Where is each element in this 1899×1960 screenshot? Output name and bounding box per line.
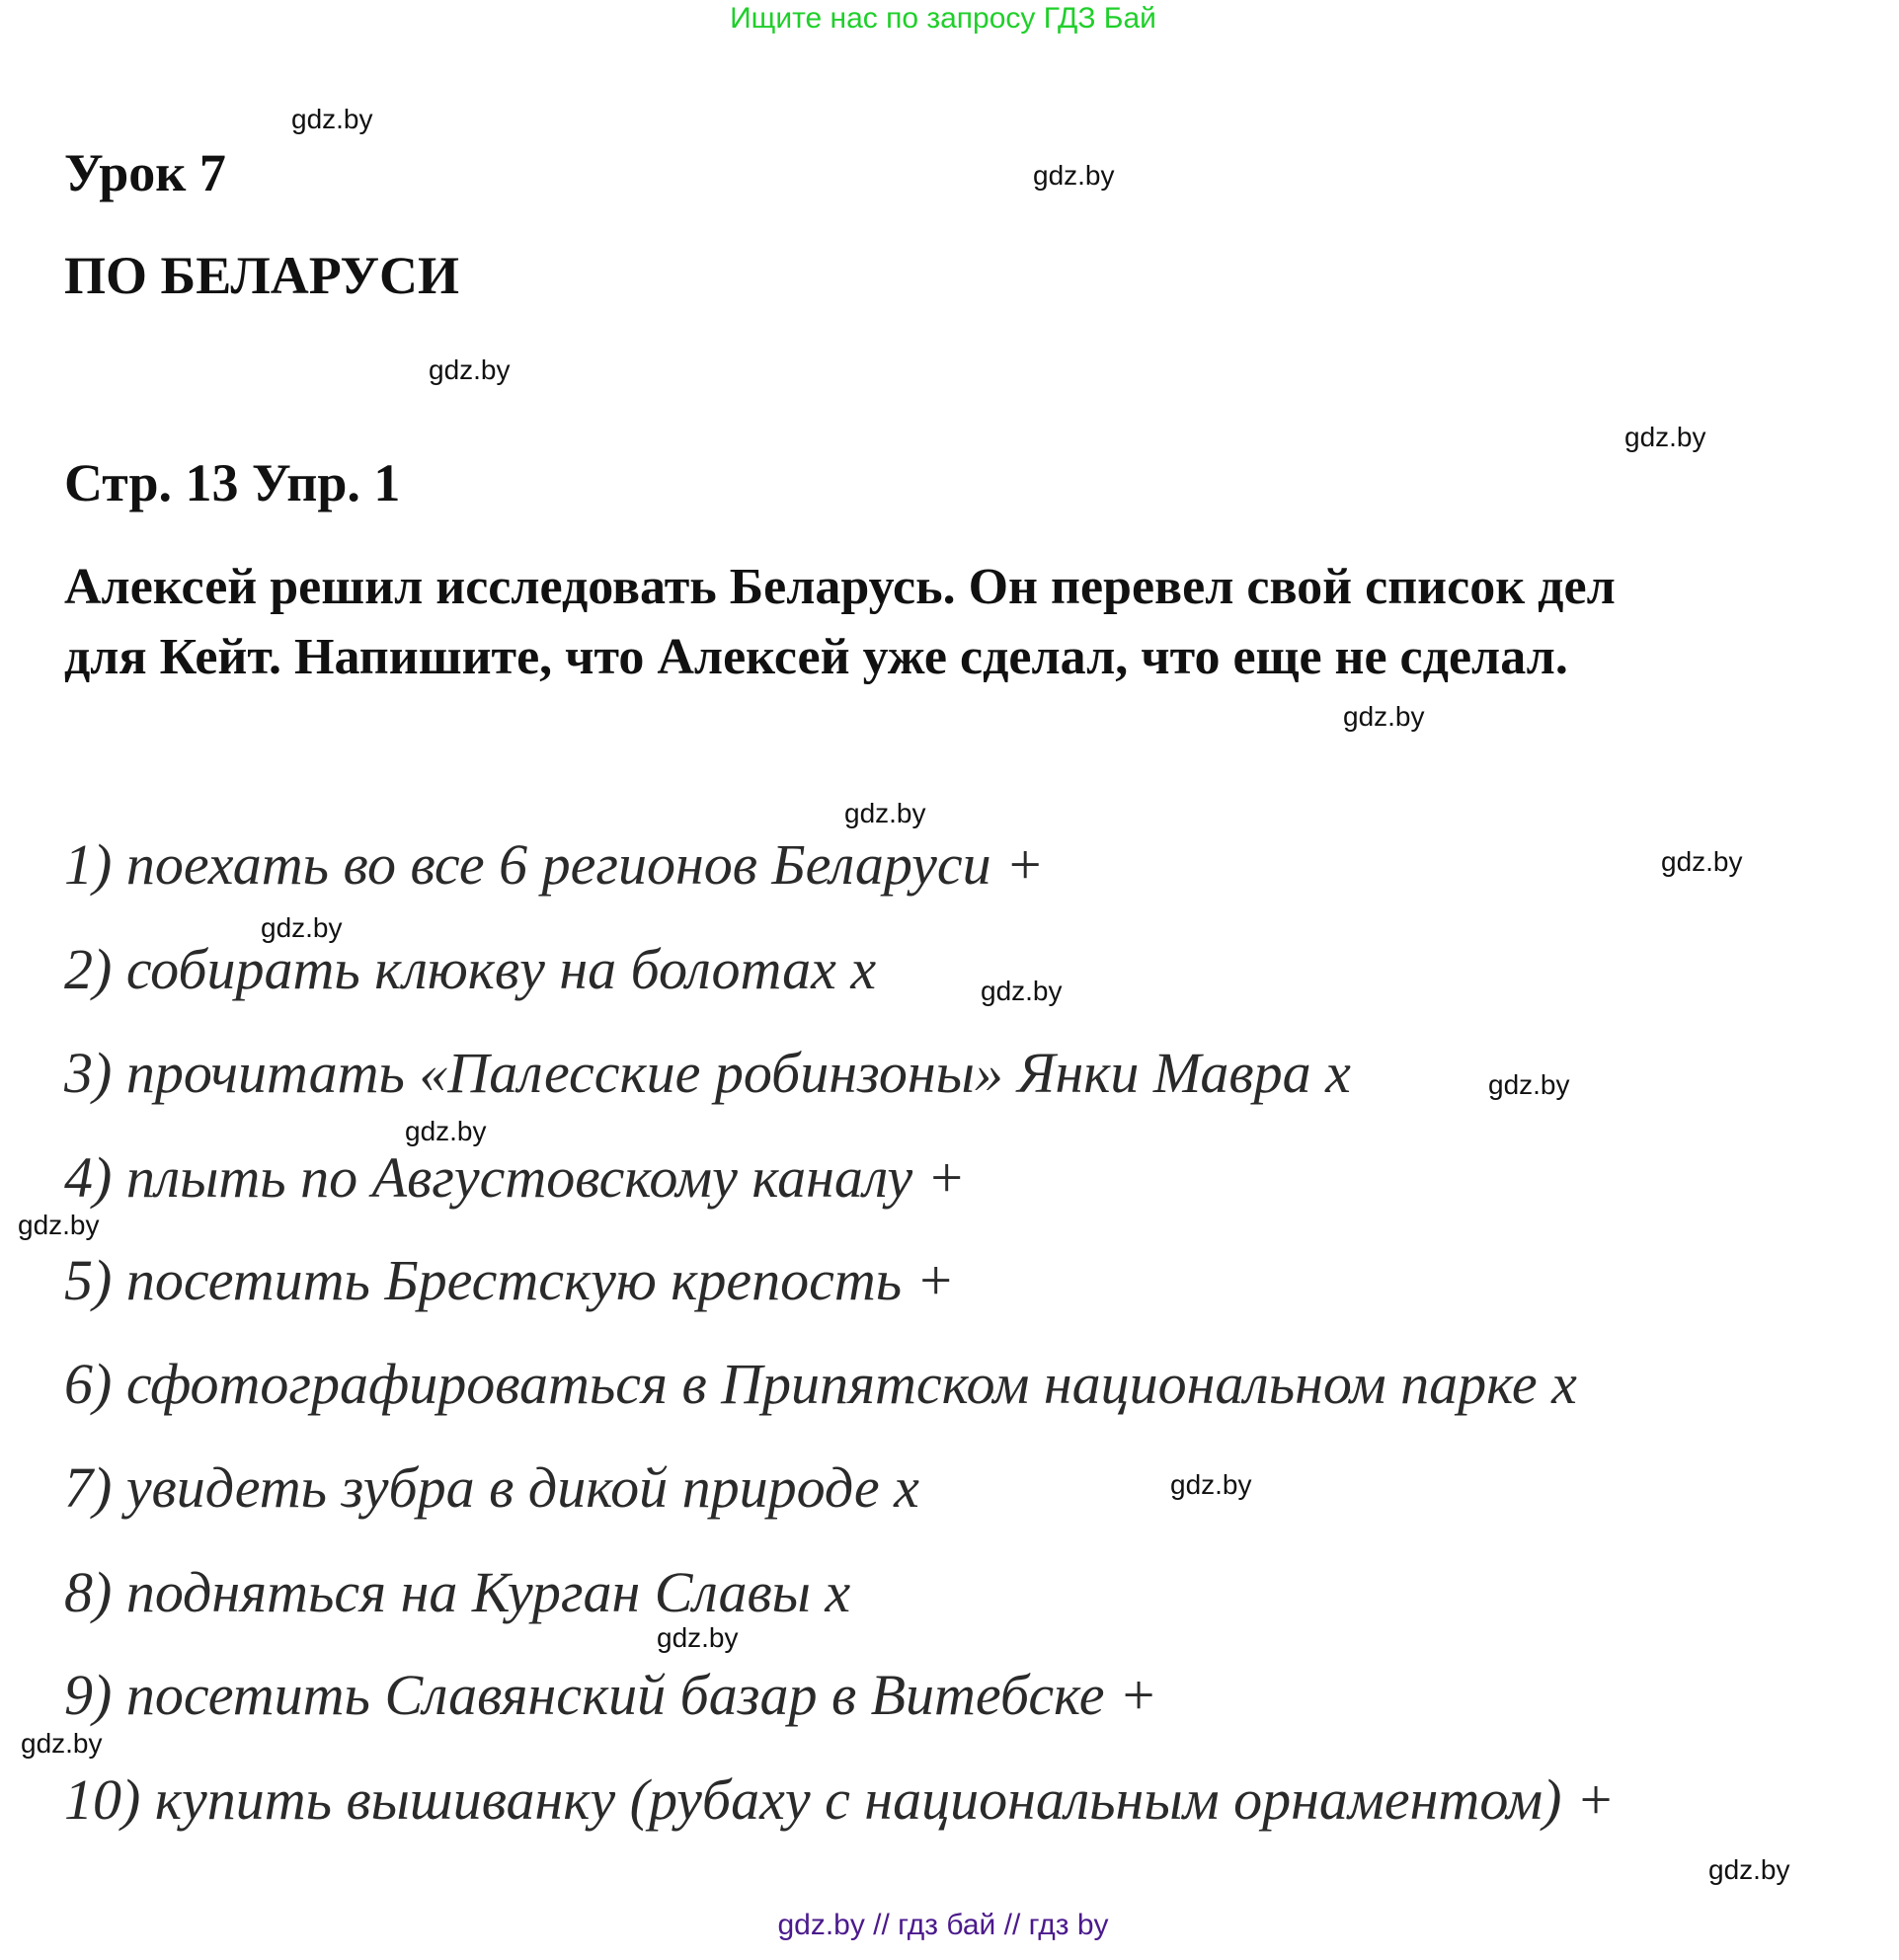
topic-title: ПО БЕЛАРУСИ — [64, 246, 460, 305]
answer-item: 8) подняться на Курган Славы x — [64, 1560, 851, 1624]
answer-item: 1) поехать во все 6 регионов Беларуси + — [64, 832, 1045, 897]
answer-item: 10) купить вышиванку (рубаху с национальным орнаментом) + — [64, 1767, 1616, 1832]
watermark: gdz.by — [657, 1622, 739, 1653]
task-line-1: Алексей решил исследовать Беларусь. Он перевел свой список дел — [64, 559, 1616, 615]
watermark: gdz.by — [291, 104, 373, 134]
watermark: gdz.by — [18, 1210, 100, 1240]
watermark: gdz.by — [1661, 846, 1743, 877]
answer-item: 4) плыть по Августовскому каналу + — [64, 1145, 966, 1210]
watermark: gdz.by — [1343, 701, 1425, 732]
lesson-title: Урок 7 — [64, 143, 226, 202]
watermark: gdz.by — [1033, 160, 1115, 191]
watermark: gdz.by — [261, 912, 343, 943]
answer-item: 5) посетить Брестскую крепость + — [64, 1248, 955, 1312]
watermark: gdz.by — [844, 798, 926, 828]
answer-item: 7) увидеть зубра в дикой природе x — [64, 1455, 919, 1520]
exercise-reference: Стр. 13 Упр. 1 — [64, 453, 401, 512]
watermark: gdz.by — [429, 354, 511, 385]
answer-item: 2) собирать клюкву на болотах x — [64, 937, 877, 1001]
answer-item: 3) прочитать «Палесские робинзоны» Янки Мавра x — [64, 1041, 1351, 1105]
answer-item: 6) сфотографироваться в Припятском национальном парке x — [64, 1352, 1577, 1416]
watermark: gdz.by — [1488, 1069, 1570, 1100]
task-line-2: для Кейт. Напишите, что Алексей уже сделал, что еще не сделал. — [64, 629, 1568, 685]
watermark: gdz.by — [1170, 1469, 1252, 1500]
answer-item: 9) посетить Славянский базар в Витебске + — [64, 1663, 1158, 1727]
watermark: gdz.by — [405, 1116, 487, 1146]
watermark: gdz.by — [1708, 1854, 1790, 1885]
watermark: gdz.by — [21, 1728, 103, 1759]
watermark: gdz.by — [1624, 422, 1706, 452]
watermark: gdz.by — [981, 976, 1063, 1006]
search-banner[interactable]: Ищите нас по запросу ГДЗ Бай — [730, 2, 1156, 35]
footer-links[interactable]: gdz.by // гдз бай // гдз by — [777, 1909, 1109, 1941]
